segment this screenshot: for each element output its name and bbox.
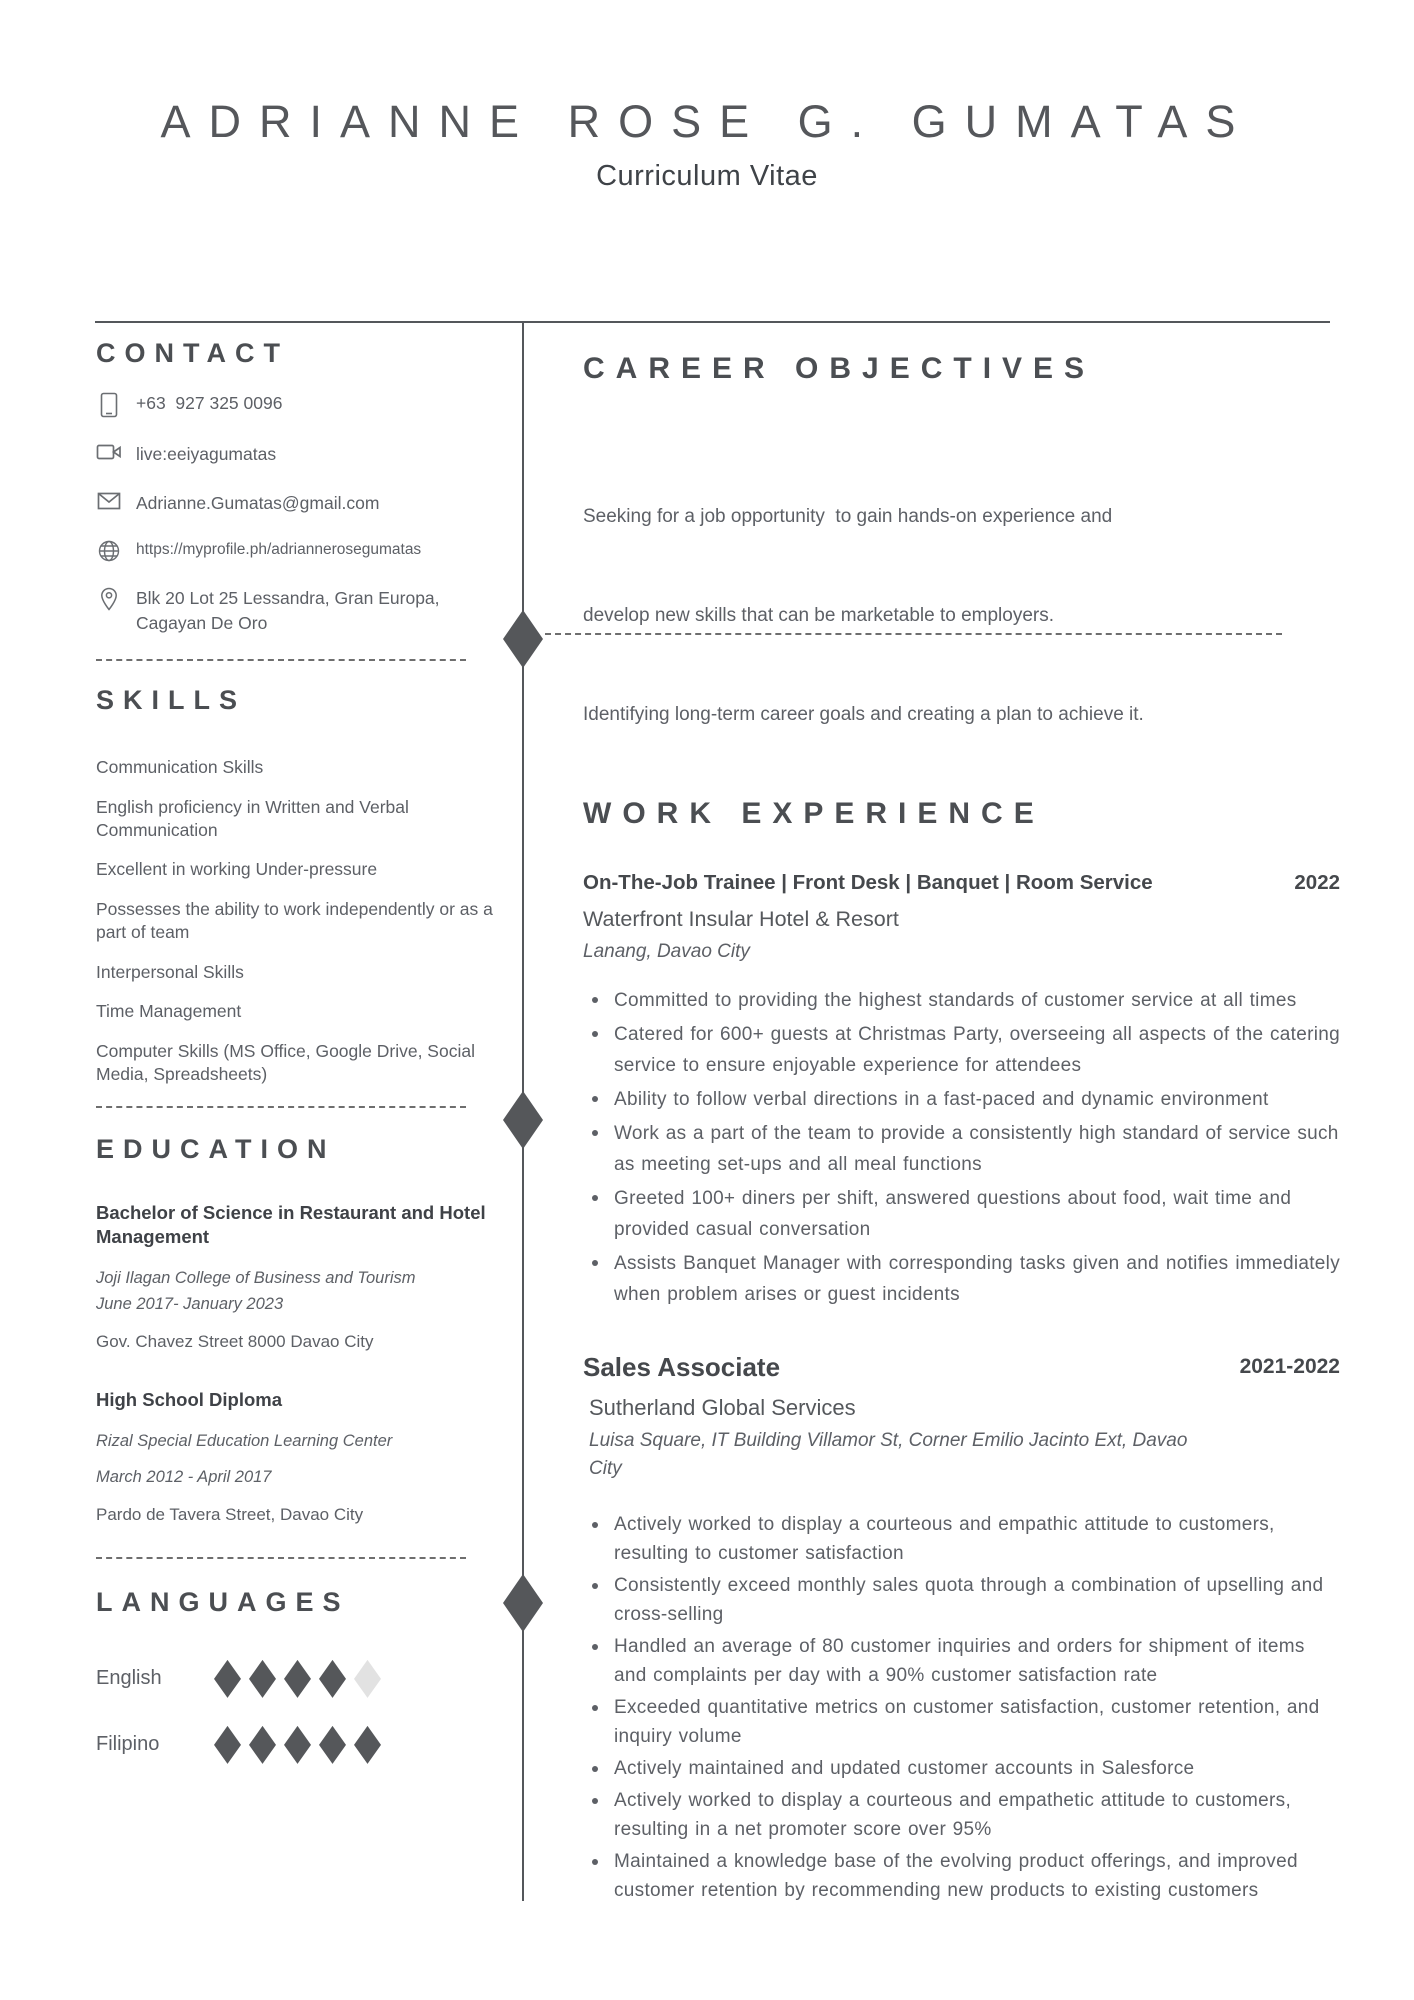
degree-title: Bachelor of Science in Restaurant and Hotel Management: [96, 1201, 486, 1248]
job-bullet: Actively worked to display a courteous and empathic attitude to customers, resulting to customer satisfaction: [583, 1510, 1340, 1568]
contact-row-email: [96, 491, 508, 516]
objective-line: Seeking for a job opportunity to gain hands-on experience and: [583, 506, 1113, 527]
phone-number: +63 927 325 0096: [136, 393, 283, 413]
career-objectives-text: [583, 434, 1340, 797]
job-bullet: Assists Banquet Manager with corresponding tasks given and notifies immediately when problem arises or guest incidents: [583, 1248, 1340, 1310]
diamond-ornament: [503, 1574, 543, 1632]
job-bullet: Handled an average of 80 customer inquiries and orders for shipment of items and complaints per day with a 90% customer satisfaction rate: [583, 1632, 1340, 1690]
video-call-icon: [96, 443, 122, 461]
job-period: 2022: [1294, 871, 1340, 894]
job-company: Waterfront Insular Hotel & Resort: [583, 907, 899, 931]
school-address: Gov. Chavez Street 8000 Davao City: [96, 1332, 374, 1352]
job-bullet: Exceeded quantitative metrics on customer satisfaction, customer retention, and inquiry volume: [583, 1693, 1340, 1751]
job-bullet: Greeted 100+ diners per shift, answered questions about food, wait time and provided casual conversation: [583, 1183, 1340, 1245]
skills-list: [96, 756, 508, 1086]
page-subtitle: Curriculum Vitae: [596, 160, 818, 192]
contact-row-website: [96, 539, 508, 562]
level-diamond: [284, 1660, 311, 1698]
skill-item: Excellent in working Under-pressure: [96, 859, 378, 880]
job-location: Lanang, Davao City: [583, 941, 750, 962]
language-row: [96, 1726, 508, 1764]
language-row: [96, 1660, 508, 1698]
location-pin-icon: [96, 587, 122, 611]
language-level-meter: [214, 1726, 381, 1764]
languages-list: [96, 1660, 508, 1764]
job-bullet: Actively worked to display a courteous and empathetic attitude to customers, resulting in a net promoter score over 95%: [583, 1786, 1340, 1844]
job-header: [583, 1352, 1340, 1383]
education-entry: [96, 1201, 508, 1353]
level-diamond: [319, 1660, 346, 1698]
job-period: 2021-2022: [1239, 1355, 1340, 1378]
email-icon: [96, 492, 122, 510]
contact-row-address: [96, 586, 508, 635]
website-url: https://myprofile.ph/adriannerosegumatas: [136, 541, 422, 558]
diamond-ornament: [503, 1091, 543, 1149]
skill-item: Interpersonal Skills: [96, 961, 244, 982]
diamond-ornament: [503, 610, 543, 668]
skill-item: Computer Skills (MS Office, Google Drive, Social Media, Spreadsheets): [96, 1041, 475, 1084]
contact-list: [96, 391, 508, 635]
contact-row-video: [96, 442, 508, 467]
left-column: [96, 338, 508, 1792]
skill-item: English proficiency in Written and Verbal Communication: [96, 796, 409, 840]
email-address: Adrianne.Gumatas@gmail.com: [136, 492, 380, 513]
objective-line: Identifying long-term career goals and creating a plan to achieve it.: [583, 704, 1144, 725]
job-entry: [583, 1352, 1340, 1905]
job-bullet-list: [583, 1510, 1340, 1905]
education-entry: [96, 1388, 508, 1525]
school-address: Pardo de Tavera Street, Davao City: [96, 1504, 364, 1524]
job-entry: [583, 871, 1340, 1310]
contact-row-phone: [96, 391, 508, 418]
level-diamond: [249, 1660, 276, 1698]
level-diamond: [214, 1726, 241, 1764]
job-bullet: Committed to providing the highest standards of customer service at all times: [583, 985, 1340, 1016]
job-location: Luisa Square, IT Building Villamor St, Corner Emilio Jacinto Ext, Davao City: [589, 1429, 1188, 1479]
skill-item: Communication Skills: [96, 757, 264, 777]
job-bullet: Catered for 600+ guests at Christmas Party, overseeing all aspects of the catering service to ensure enjoyable experience for attendees: [583, 1019, 1340, 1081]
dashed-separator: [96, 659, 466, 661]
career-objectives-title: CAREER OBJECTIVES: [583, 352, 1096, 385]
job-bullet-list: [583, 985, 1340, 1310]
skills-section-title: SKILLS: [96, 685, 247, 715]
job-role: On-The-Job Trainee | Front Desk | Banquet | Room Service: [583, 871, 1153, 894]
right-column: [583, 352, 1340, 1908]
job-bullet: Work as a part of the team to provide a consistently high standard of service such as meeting set-ups and all meal functions: [583, 1118, 1340, 1180]
education-section-title: EDUCATION: [96, 1133, 336, 1164]
job-company: Sutherland Global Services: [589, 1394, 856, 1420]
page-title: ADRIANNE ROSE G. GUMATAS: [160, 96, 1254, 147]
school-name: Joji Ilagan College of Business and Tourism: [96, 1269, 416, 1288]
job-bullet: Actively maintained and updated customer accounts in Salesforce: [583, 1754, 1340, 1783]
street-address: Blk 20 Lot 25 Lessandra, Gran Europa, Cagayan De Oro: [136, 588, 445, 633]
level-diamond: [284, 1726, 311, 1764]
languages-section-title: LANGUAGES: [96, 1586, 350, 1617]
level-diamond: [354, 1726, 381, 1764]
job-bullet: Consistently exceed monthly sales quota through a combination of upselling and cross-selling: [583, 1571, 1340, 1629]
video-call-handle: live:eeiyagumatas: [136, 444, 277, 464]
language-level-meter: [214, 1660, 381, 1698]
top-rule: [95, 321, 1330, 323]
level-diamond: [214, 1660, 241, 1698]
language-name: Filipino: [96, 1733, 160, 1756]
job-role: Sales Associate: [583, 1351, 781, 1382]
language-name: English: [96, 1667, 162, 1690]
job-header: [583, 871, 1340, 895]
level-diamond: [319, 1726, 346, 1764]
work-experience-title: WORK EXPERIENCE: [583, 797, 1045, 830]
level-diamond: [354, 1660, 381, 1698]
skill-item: Time Management: [96, 1001, 242, 1022]
job-bullet: Maintained a knowledge base of the evolving product offerings, and improved customer retention by recommending new products to existing customers: [583, 1847, 1340, 1905]
contact-section-title: CONTACT: [96, 338, 289, 368]
degree-title: High School Diploma: [96, 1389, 283, 1411]
school-name: Rizal Special Education Learning Center: [96, 1432, 393, 1451]
job-bullet: Ability to follow verbal directions in a fast-paced and dynamic environment: [583, 1084, 1340, 1115]
attendance-dates: June 2017- January 2023: [96, 1295, 284, 1314]
smartphone-icon: [96, 392, 122, 418]
dashed-separator: [96, 1557, 466, 1559]
dashed-separator: [96, 1106, 466, 1108]
attendance-dates: March 2012 - April 2017: [96, 1467, 272, 1486]
globe-icon: [96, 540, 122, 562]
level-diamond: [249, 1726, 276, 1764]
skill-item: Possesses the ability to work independently or as a part of team: [96, 899, 493, 942]
objective-line: develop new skills that can be marketable to employers.: [583, 605, 1055, 626]
